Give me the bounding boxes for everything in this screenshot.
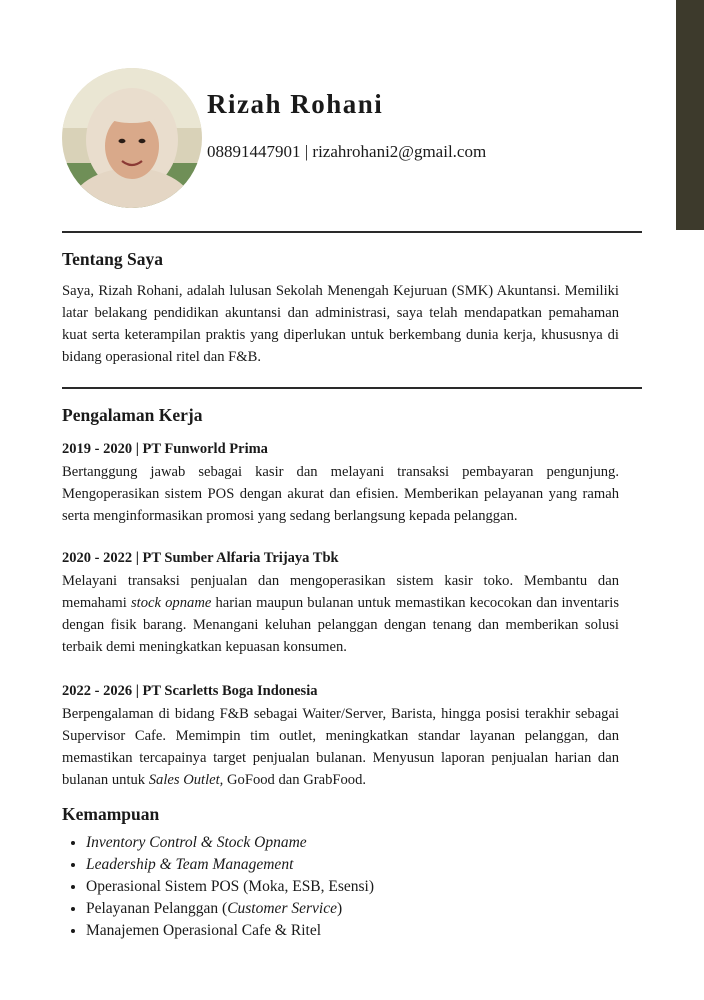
- profile-photo: [62, 68, 202, 208]
- decorative-side-bar: [676, 0, 704, 230]
- skills-list: [62, 832, 374, 942]
- job-description: Melayani transaksi penjualan dan mengoperasikan sistem kasir toko. Membantu dan memahami stock opname harian maupun bulanan untuk memastikan kecocokan dan inventaris dengan fisik barang. Menangani keluhan pelanggan dengan tenang dan memberikan solusi terbaik demi meningkatkan kepuasan konsumen.: [62, 573, 619, 655]
- skill-item: • Pelayanan Pelanggan (Customer Service): [86, 898, 374, 920]
- job-heading: 2019 - 2020 | PT Funworld Prima: [62, 441, 268, 457]
- contact-info: 08891447901 | rizahrohani2@gmail.com: [207, 142, 487, 161]
- about-text: Saya, Rizah Rohani, adalah lulusan Sekolah Menengah Kejuruan (SMK) Akuntansi. Memiliki latar belakang pendidikan akuntansi dan administrasi, saya telah mendapatkan pemahaman kuat serta keterampilan praktis yang diperlukan untuk berkembang dunia kerja, khususnya di bidang operasional ritel dan F&B.: [62, 283, 619, 365]
- skill-item: • Inventory Control & Stock Opname: [86, 832, 374, 854]
- about-title: Tentang Saya: [62, 249, 163, 269]
- skill-item: • Operasional Sistem POS (Moka, ESB, Esensi): [86, 876, 374, 898]
- section-divider: [62, 231, 642, 233]
- section-divider: [62, 387, 642, 389]
- job-heading: 2020 - 2022 | PT Sumber Alfaria Trijaya Tbk: [62, 550, 339, 566]
- experience-title: Pengalaman Kerja: [62, 405, 203, 425]
- skills-title: Kemampuan: [62, 804, 160, 824]
- job-heading: 2022 - 2026 | PT Scarletts Boga Indonesia: [62, 683, 318, 699]
- skill-item: • Manajemen Operasional Cafe & Ritel: [86, 920, 374, 942]
- skill-item: • Leadership & Team Management: [86, 854, 374, 876]
- job-description: Berpengalaman di bidang F&B sebagai Waiter/Server, Barista, hingga posisi terakhir sebagai Supervisor Cafe. Memimpin tim outlet, meningkatkan standar layanan pelanggan, dan memastikan tercapainya target penjualan bulanan. Menyusun laporan penjualan harian dan bulanan untuk Sales Outlet, GoFood dan GrabFood.: [62, 706, 619, 788]
- candidate-name: Rizah Rohani: [207, 89, 384, 119]
- job-description: Bertanggung jawab sebagai kasir dan melayani transaksi pembayaran pengunjung. Mengoperasikan sistem POS dengan akurat dan efisien. Memberikan pelayanan yang ramah serta menginformasikan promosi yang sedang berlangsung kepada pelanggan.: [62, 464, 619, 524]
